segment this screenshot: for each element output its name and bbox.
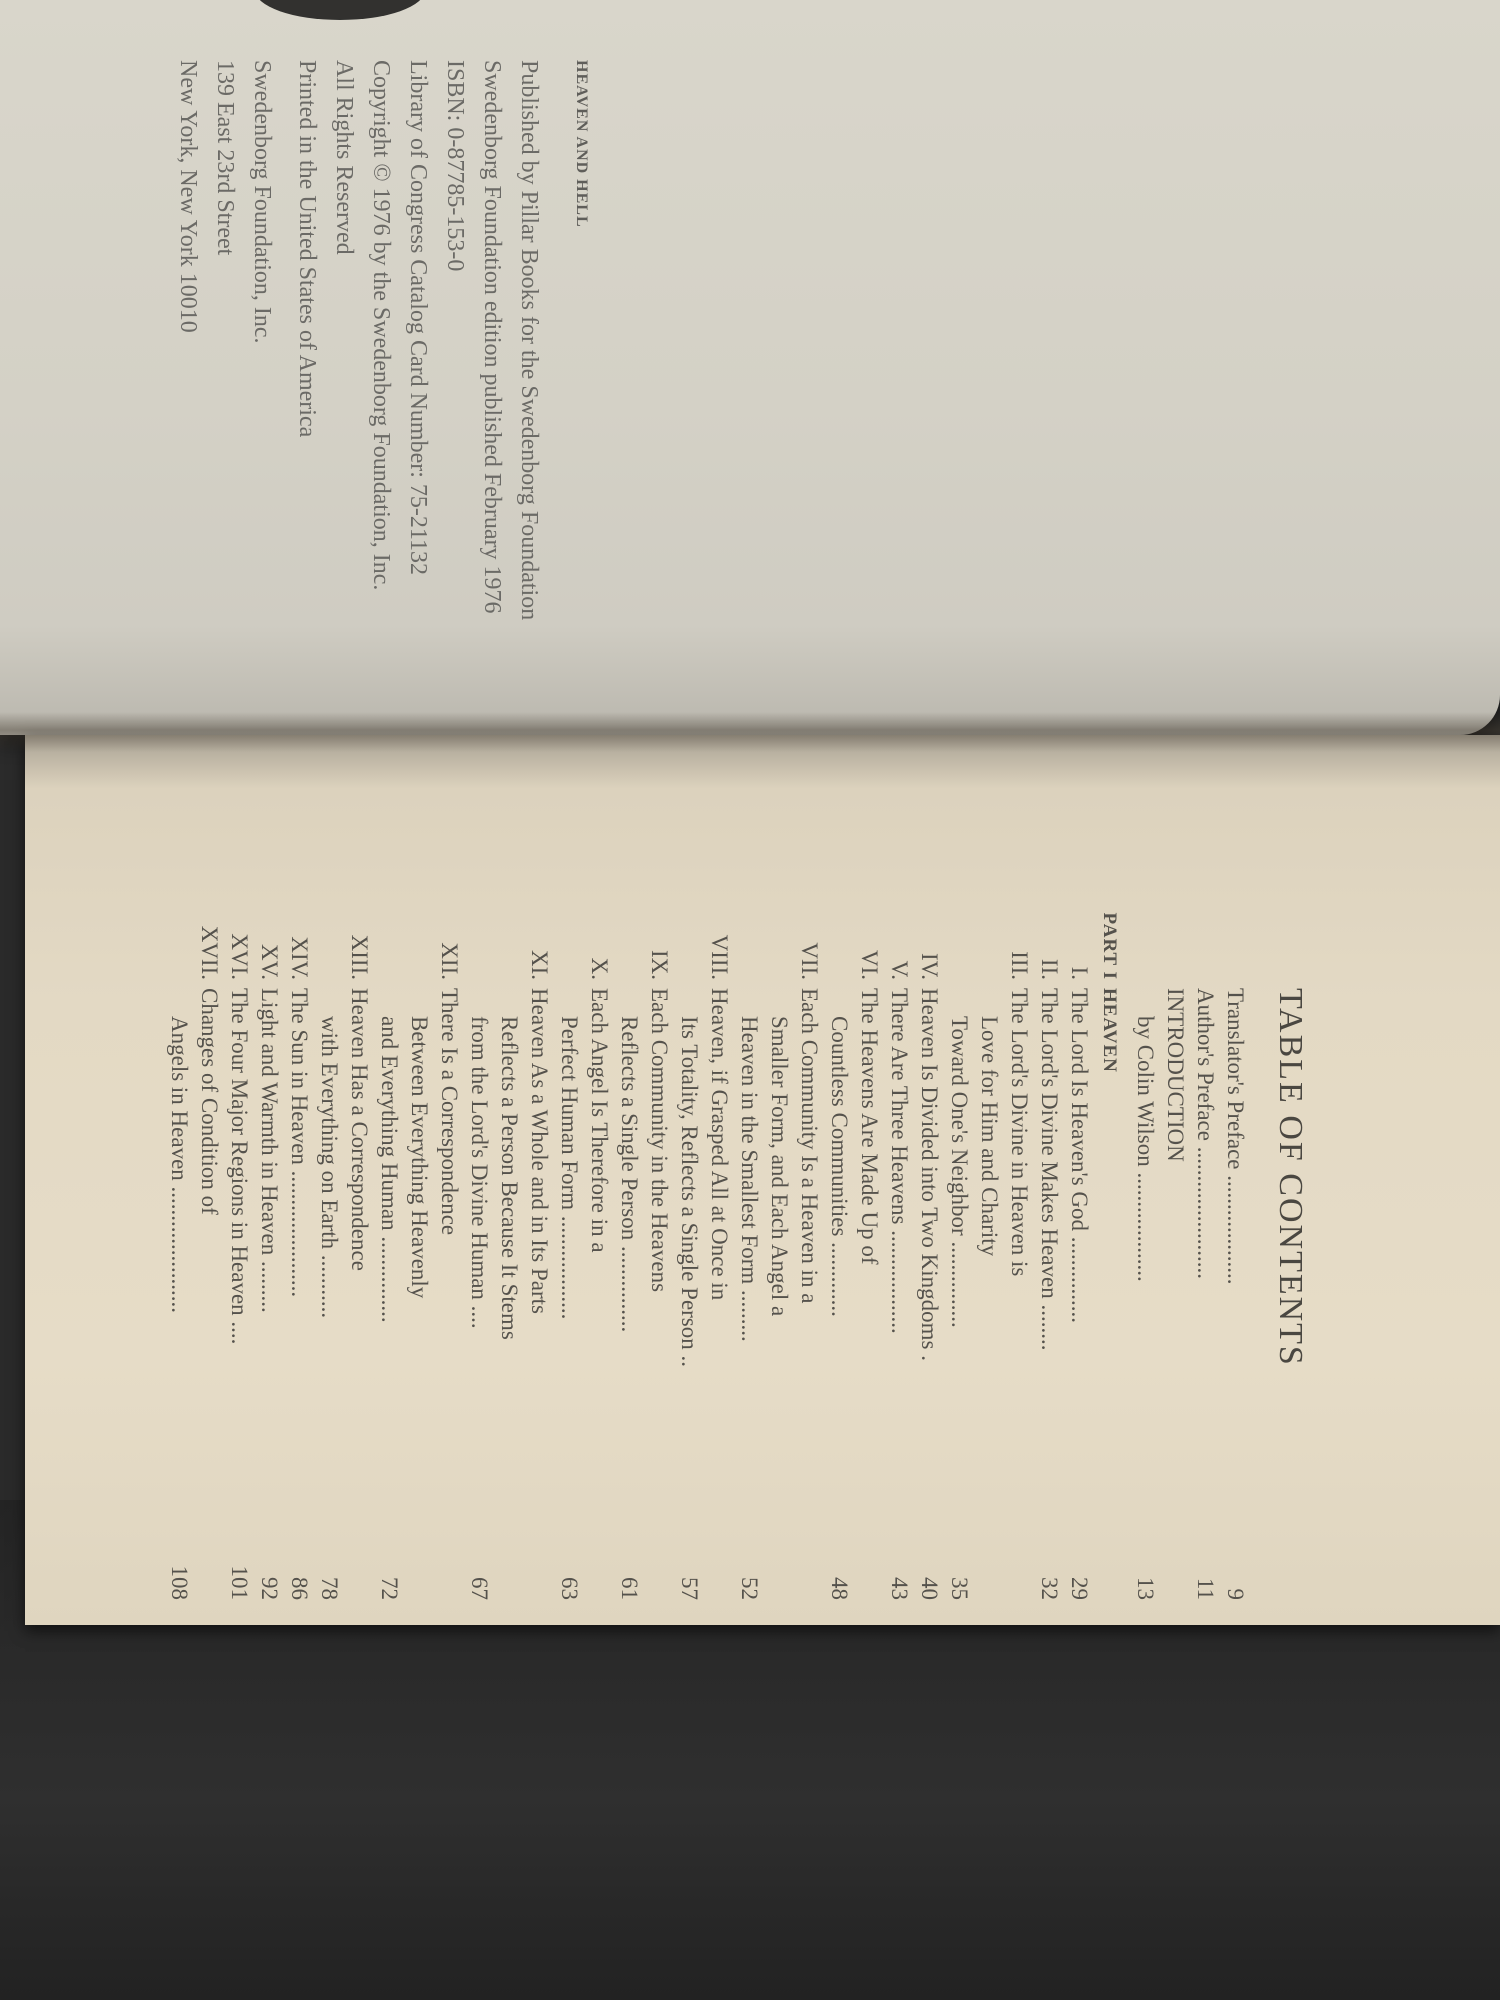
toc-entry	[374, 880, 404, 1600]
book-title-heading: HEAVEN AND HELL	[573, 60, 590, 228]
imprint-line: Printed in the United States of America	[294, 60, 320, 438]
page-number: 61	[617, 1577, 642, 1600]
toc-entry	[494, 880, 524, 1600]
table-of-contents	[164, 880, 1310, 1600]
toc-entry	[314, 880, 344, 1600]
toc-entry	[974, 880, 1004, 1600]
publisher-name: Swedenborg Foundation, Inc.	[249, 60, 275, 344]
chapter-title: There Is a Correspondence	[437, 988, 462, 1236]
chapter-title: Angels in Heaven ......................	[167, 1016, 192, 1314]
chapter-title: with Everything on Earth ...........	[317, 1016, 342, 1319]
page-number: 78	[317, 1577, 342, 1600]
imprint-line: All Rights Reserved	[331, 60, 357, 255]
copyright-imprint	[169, 60, 600, 760]
isbn-line: ISBN: 0-87785-153-0	[442, 60, 468, 272]
page-number: 101	[227, 1565, 252, 1600]
toc-entry	[1064, 880, 1094, 1600]
toc-entry	[824, 880, 854, 1600]
chapter-number: X.	[587, 957, 612, 980]
chapter-title: Perfect Human Form ..................	[557, 1016, 582, 1320]
chapter-title: The Lord's Divine in Heaven is	[1007, 988, 1032, 1277]
chapter-title: Light and Warmth in Heaven .........	[257, 988, 282, 1313]
toc-entry	[854, 880, 884, 1600]
chapter-title: Heaven in the Smallest Form .........	[737, 1016, 762, 1342]
chapter-number: VIII.	[707, 934, 732, 980]
toc-title: TABLE OF CONTENTS	[1272, 988, 1309, 1367]
toc-entry	[554, 880, 584, 1600]
page-number: 92	[257, 1577, 282, 1600]
chapter-title: Author's Preface .......................	[1193, 988, 1218, 1279]
chapter-number: VII.	[797, 942, 822, 980]
page-number: 108	[167, 1565, 192, 1600]
chapter-title: The Heavens Are Made Up of	[857, 988, 882, 1265]
page-number: 57	[677, 1577, 702, 1600]
toc-entry	[614, 880, 644, 1600]
toc-entry	[464, 880, 494, 1600]
page-number: 13	[1133, 1577, 1158, 1600]
page-number: 40	[917, 1577, 942, 1600]
chapter-number: II.	[1037, 958, 1062, 980]
toc-entry	[884, 880, 914, 1600]
toc-entry	[794, 880, 824, 1600]
page-number: 9	[1223, 1588, 1248, 1600]
chapter-title: Each Community in the Heavens	[647, 988, 672, 1293]
thumb-shadow	[255, 0, 425, 20]
toc-entry	[1130, 880, 1160, 1600]
toc-entry	[194, 880, 224, 1600]
imprint-line: Library of Congress Catalog Card Number: 75-21132	[405, 60, 431, 576]
toc-entry	[734, 880, 764, 1600]
toc-entry	[644, 880, 674, 1600]
chapter-title: Changes of Condition of	[197, 988, 222, 1215]
chapter-title: Heaven, if Grasped All at Once in	[707, 988, 732, 1301]
chapter-title: The Lord Is Heaven's God ...............	[1067, 988, 1092, 1324]
toc-entry	[224, 880, 254, 1600]
toc-entry	[674, 880, 704, 1600]
chapter-title: Each Community Is a Heaven in a	[797, 988, 822, 1304]
chapter-title: Translator's Preface ...................	[1223, 988, 1248, 1285]
chapter-title: Toward One's Neighbor ...............	[947, 1016, 972, 1328]
chapter-number: XIV.	[287, 936, 312, 980]
page-number: 72	[377, 1577, 402, 1600]
toc-entry	[1004, 880, 1034, 1600]
toc-entry	[404, 880, 434, 1600]
page-number: 48	[827, 1577, 852, 1600]
toc-entry	[344, 880, 374, 1600]
page-number: 63	[557, 1577, 582, 1600]
chapter-title: by Colin Wilson ...................	[1133, 1016, 1158, 1282]
chapter-title: and Everything Human ...............	[377, 1016, 402, 1323]
toc-entry	[1190, 880, 1220, 1600]
page-number: 29	[1067, 1577, 1092, 1600]
chapter-title: Each Angel Is Therefore in a	[587, 988, 612, 1253]
imprint-line: Swedenborg Foundation edition published February 1976	[479, 60, 505, 614]
chapter-title: There Are Three Heavens ..................	[887, 988, 912, 1334]
chapter-number: XVI.	[227, 933, 252, 980]
spacer	[280, 60, 288, 760]
chapter-title: The Four Major Regions in Heaven ....	[227, 988, 252, 1345]
imprint-line: Published by Pillar Books for the Swedenborg Foundation	[516, 60, 542, 621]
chapter-number: XII.	[437, 942, 462, 980]
page-number: 43	[887, 1577, 912, 1600]
chapter-title: Its Totality, Reflects a Single Person ..	[677, 1016, 702, 1368]
chapter-number: V.	[887, 960, 912, 980]
toc-entry	[284, 880, 314, 1600]
toc-entry	[1160, 880, 1190, 1600]
chapter-number: PART I	[1099, 912, 1120, 980]
publisher-city: New York, New York 10010	[175, 60, 201, 333]
toc-entry	[254, 880, 284, 1600]
toc-entry	[524, 880, 554, 1600]
toc-entry	[164, 880, 194, 1600]
chapter-title: Heaven Has a Correspondence	[347, 988, 372, 1271]
chapter-title: Heaven As a Whole and in Its Parts	[527, 988, 552, 1314]
toc-entry	[764, 880, 794, 1600]
chapter-title: Love for Him and Charity	[977, 1016, 1002, 1257]
chapter-number: III.	[1007, 951, 1032, 980]
chapter-number: IX.	[647, 949, 672, 980]
toc-entry	[584, 880, 614, 1600]
toc-list	[164, 880, 1250, 1600]
chapter-number: XI.	[527, 949, 552, 980]
toc-entry	[914, 880, 944, 1600]
chapter-title: Countless Communities .............	[827, 1016, 852, 1317]
page-number: 86	[287, 1577, 312, 1600]
toc-entry	[944, 880, 974, 1600]
page-number: 52	[737, 1577, 762, 1600]
chapter-title: HEAVEN	[1099, 988, 1120, 1073]
chapter-number: IV.	[917, 952, 942, 980]
chapter-number: I.	[1067, 966, 1092, 980]
toc-part-heading	[1094, 880, 1124, 1600]
publisher-street: 139 East 23rd Street	[212, 60, 238, 256]
page-number: 35	[947, 1577, 972, 1600]
chapter-title: Reflects a Person Because It Stems	[497, 1016, 522, 1340]
page-number: 11	[1193, 1577, 1218, 1600]
chapter-number: XVII.	[197, 925, 222, 980]
chapter-title: Heaven Is Divided into Two Kingdoms .	[917, 988, 942, 1361]
toc-entry	[434, 880, 464, 1600]
chapter-title: Smaller Form, and Each Angel a	[767, 1016, 792, 1317]
chapter-title: INTRODUCTION	[1163, 988, 1188, 1162]
chapter-number: XV.	[257, 943, 282, 980]
chapter-title: from the Lord's Divine Human ....	[467, 1016, 492, 1329]
chapter-title: Between Everything Heavenly	[407, 1016, 432, 1299]
copyright-line: Copyright © 1976 by the Swedenborg Foundation, Inc.	[368, 60, 394, 591]
toc-entry	[1034, 880, 1064, 1600]
page-number: 32	[1037, 1577, 1062, 1600]
chapter-title: The Sun in Heaven ......................	[287, 988, 312, 1298]
chapter-number: VI.	[857, 949, 882, 980]
chapter-title: Reflects a Single Person ...............	[617, 1016, 642, 1333]
page-number: 67	[467, 1577, 492, 1600]
chapter-title: The Lord's Divine Makes Heaven ........	[1037, 988, 1062, 1351]
chapter-number: XIII.	[347, 934, 372, 980]
toc-entry	[704, 880, 734, 1600]
toc-entry	[1220, 880, 1250, 1600]
